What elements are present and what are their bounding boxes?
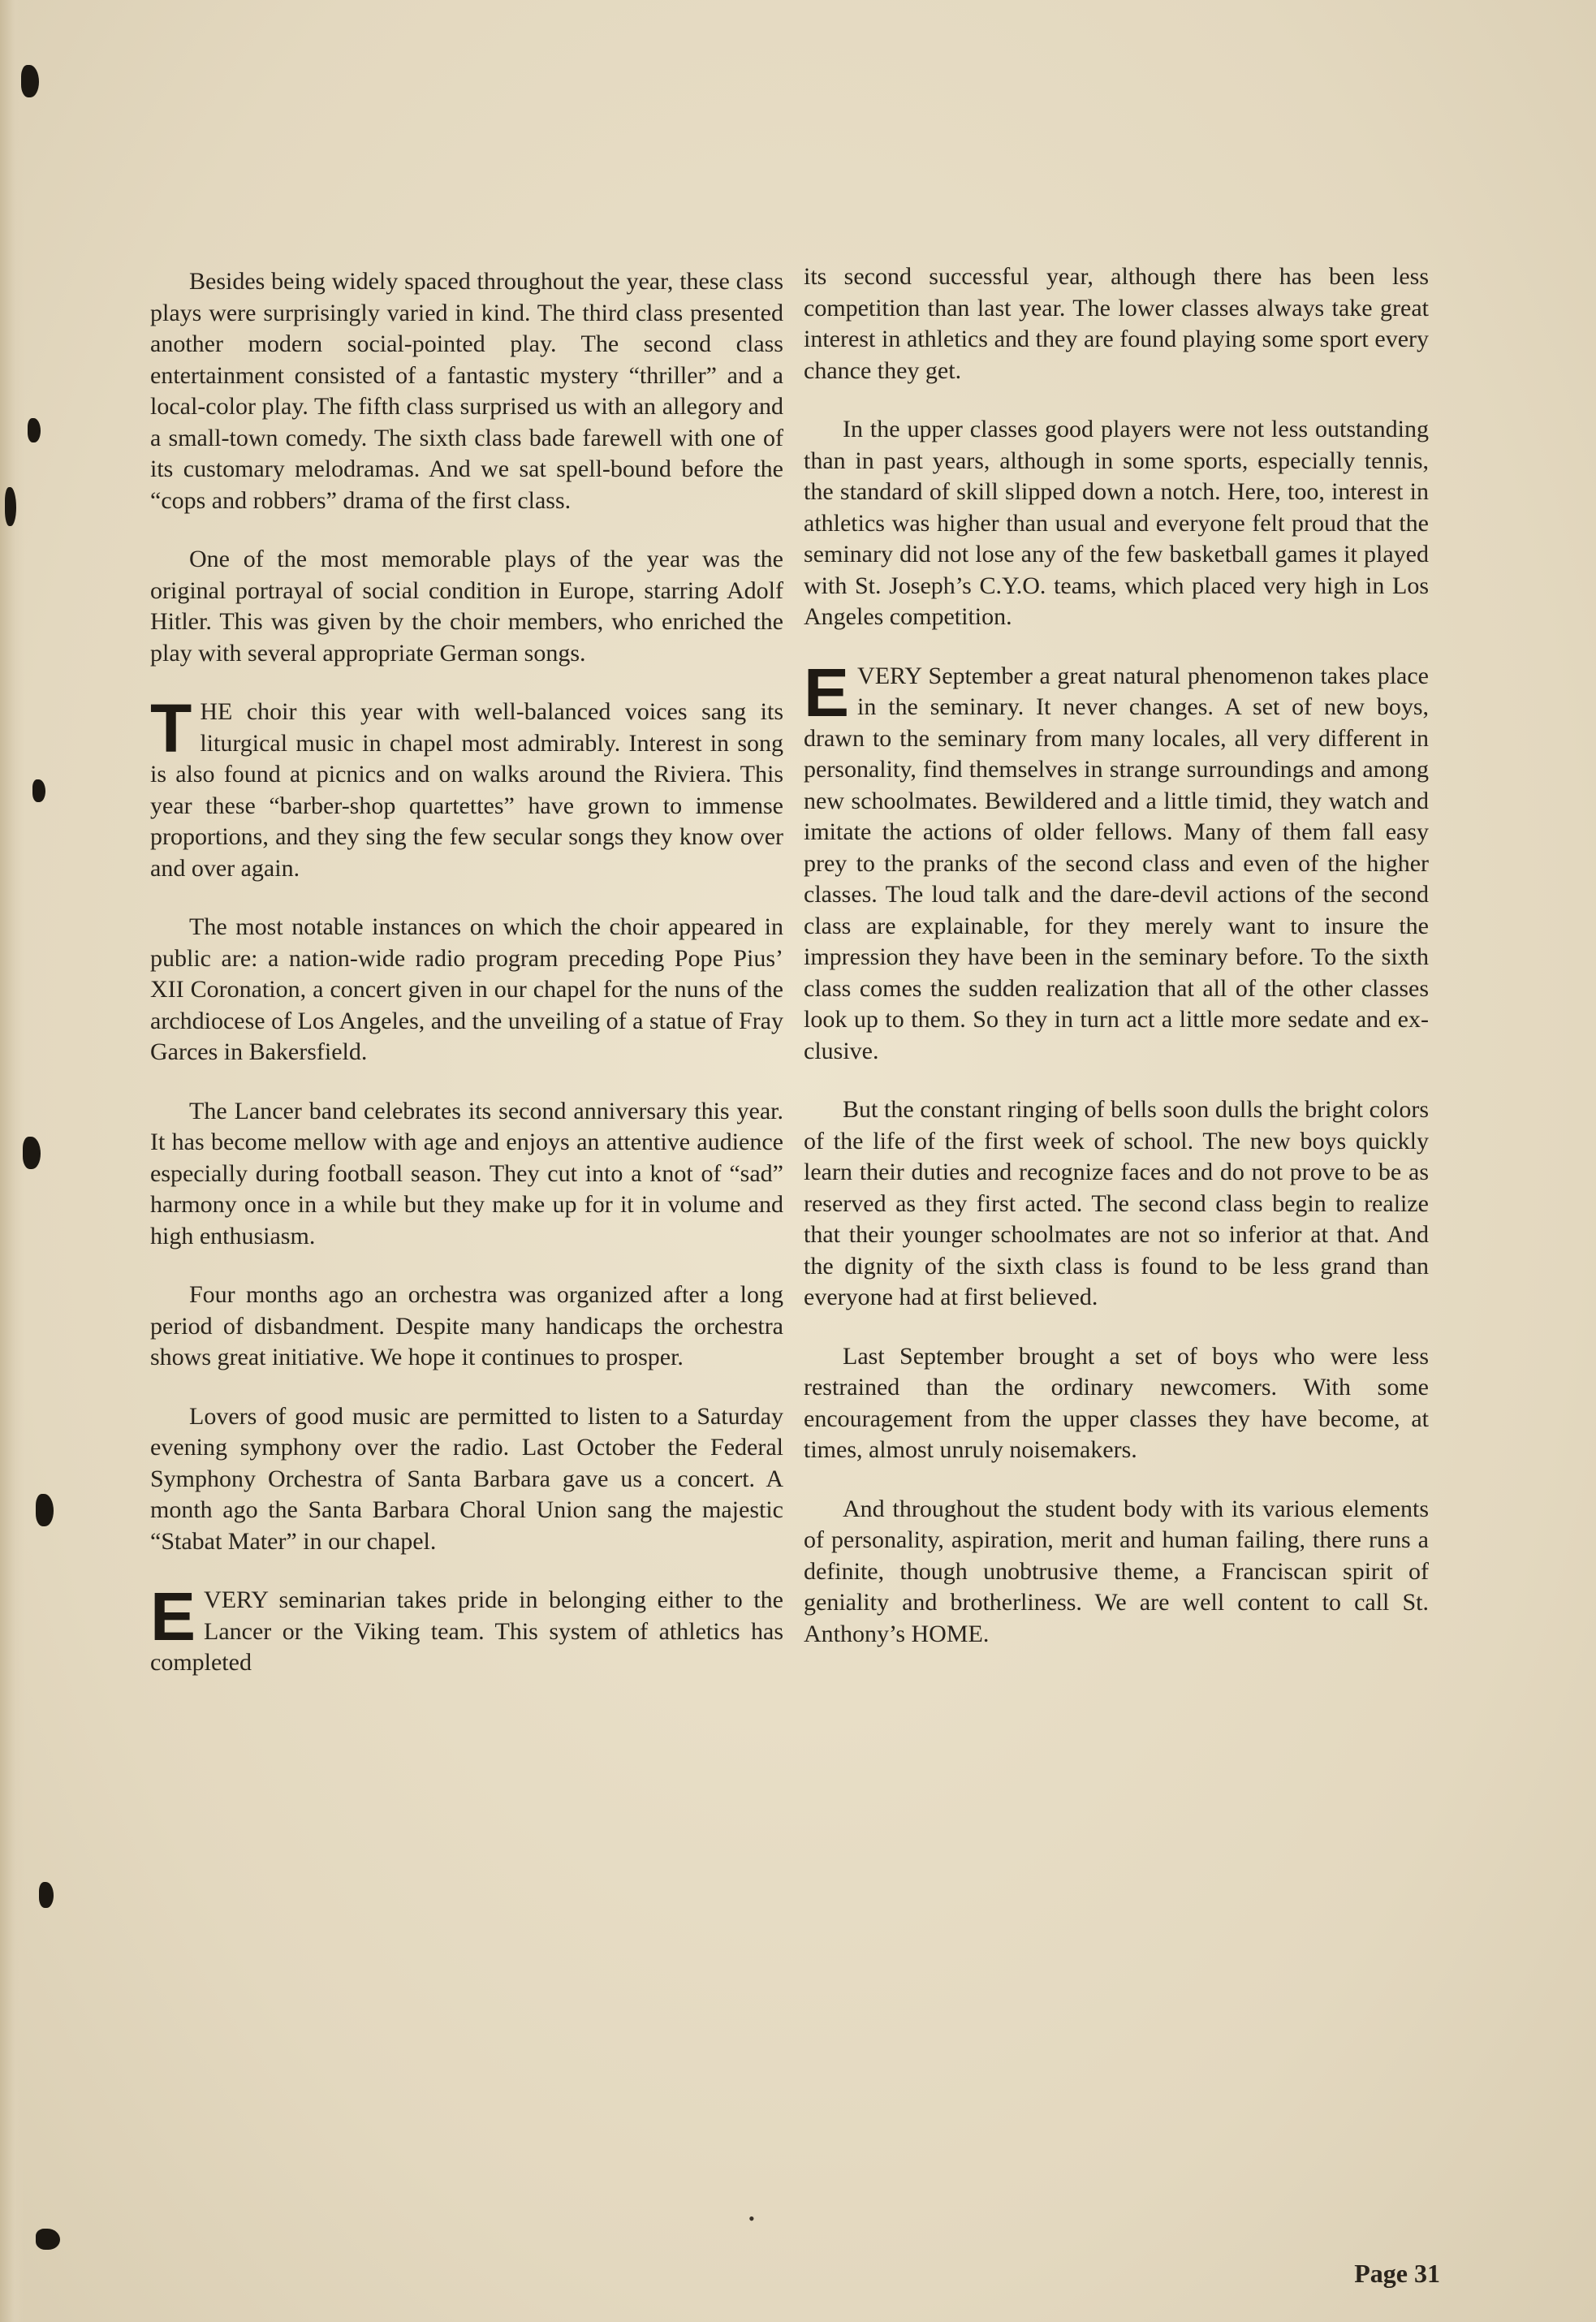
class-plays-paragraph: Besides being widely spaced throughout the year, these class plays were surprisingly varied in kind. The third class presented another modern social-pointed play. The second class entertainment consisted of a fantastic mystery “thriller” and a local-color play. The fifth class surprised us with an allegory and a small-town comedy. The sixth class bade farewell with one of its customary melodramas. And we sat spell-bound before the “cops and robbers” drama of the first class. — [150, 268, 783, 514]
binding-hole — [23, 1137, 41, 1169]
symphony-paragraph: Lovers of good music are permitted to listen to a Saturday evening symphony over the radio. Last October the Federal Symphony Orchestra of Santa Barbara gave us a concert. A month ago the Santa Barbara Choral Union sang the majestic “Stabat Mater” in our chapel. — [150, 1402, 783, 1555]
september-paragraph — [804, 654, 1429, 1068]
binding-hole — [39, 1882, 54, 1908]
binding-hole — [32, 779, 45, 802]
lancer-band-paragraph: The Lancer band celebrates its second anniversary this year. It has become mellow with age and enjoys an attentive audience especially during football season. They cut into a knot of “sad” harmony once in a while but they make up for it in volume and high enthusiasm. — [150, 1097, 783, 1249]
binding-hole — [36, 1494, 54, 1526]
upper-classes-paragraph: In the upper classes good players were not less outstanding than in past years, although in some sports, especially tennis, the standard of skill slipped down a notch. Here, too, interest in athletics was higher than usual and everyone felt proud that the seminary did not lose any of the few basketball games it played with St. Joseph’s C.Y.O. teams, which placed very high in Los Angeles competition. — [804, 416, 1429, 630]
last-september-paragraph: Last September brought a set of boys who were less restrained than the ordinary newcomers. With some encouragement from the upper classes they have become, at times, almost unruly noisemakers. — [804, 1342, 1429, 1463]
athletics-paragraph — [150, 1578, 783, 1679]
choir-paragraph-text: HE choir this year with well-balanced voices sang its liturgical music in chapel most admirably. Interest in song is also found at picnics and on walks around the Riviera. This year these “barber-shop quartettes” have grown to immense proportions, and they sing the few secular songs they know over and over again. — [150, 698, 783, 882]
drop-cap: E — [150, 1578, 196, 1655]
left-column — [150, 266, 783, 1707]
binding-hole — [5, 487, 16, 526]
binding-hole — [36, 2229, 60, 2250]
page-number: Page 31 — [1354, 2259, 1440, 2288]
choir-appearances-paragraph: The most notable instances on which the choir appeared in public are: a nation-wide radio program preceding Pope Pius’ XII Coronation, a concert given in our chapel for the nuns of the archdiocese of Los Angeles, and the unveiling of a statue of Fray Garces in Bakersfield. — [150, 913, 783, 1065]
athletics-continued-paragraph: its second successful year, although there has been less competition than last year. The lower classes always take great interest in athletics and they are found playing some sport every chance they get. — [804, 263, 1429, 384]
right-column — [804, 261, 1429, 1677]
september-paragraph-text: VERY September a great natural phenomenon takes place in the seminary. It never changes. A set of new boys, drawn to the seminary from many locales, all very different in personality, find themselves in strange surroundings and among new schoolmates. Bewildered and a little timid, they watch and imitate the actions of older fellows. Many of them fall easy prey to the pranks of the second class and even of the higher classes. The loud talk and the dare-devil actions of the second class are explainable, for they merely want to insure the impression they have been in the seminary before. To the sixth class comes the sudden realization that all of the other classes look up to them. So they in turn act a little more sedate and exclusive. — [804, 662, 1429, 1064]
athletics-paragraph-text: VERY seminarian takes pride in belonging either to the Lancer or the Viking team. This system of athletics has completed — [150, 1586, 783, 1676]
orchestra-paragraph: Four months ago an orchestra was organized after a long period of disbandment. Despite many handicaps the orchestra shows great initiative. We hope it continues to prosper. — [150, 1281, 783, 1370]
hitler-play-paragraph: One of the most memorable plays of the year was the original portrayal of social condition in Europe, starring Adolf Hitler. This was given by the choir members, who enriched the play with several appropriate German songs. — [150, 546, 783, 667]
drop-cap: E — [804, 654, 850, 731]
binding-edge — [0, 0, 24, 2322]
binding-hole — [28, 418, 41, 442]
bells-paragraph: But the constant ringing of bells soon dulls the bright colors of the life of the first week of school. The new boys quickly learn their duties and recognize faces and do not prove to be as reserved as they first acted. The second class begin to realize that their younger schoolmates are not so inferior at that. And the dignity of the sixth class is found to be less grand than everyone had at first believed. — [804, 1096, 1429, 1310]
student-body-paragraph: And throughout the student body with its various elements of personality, aspiration, merit and human failing, there runs a definite, though unobtrusive theme, a Franciscan spirit of geniality and brotherliness. We are well content to call St. Anthony’s HOME. — [804, 1495, 1429, 1647]
choir-paragraph — [150, 690, 783, 884]
binding-hole — [21, 65, 39, 97]
ink-speck: • — [748, 2208, 755, 2229]
drop-cap: T — [150, 690, 192, 766]
